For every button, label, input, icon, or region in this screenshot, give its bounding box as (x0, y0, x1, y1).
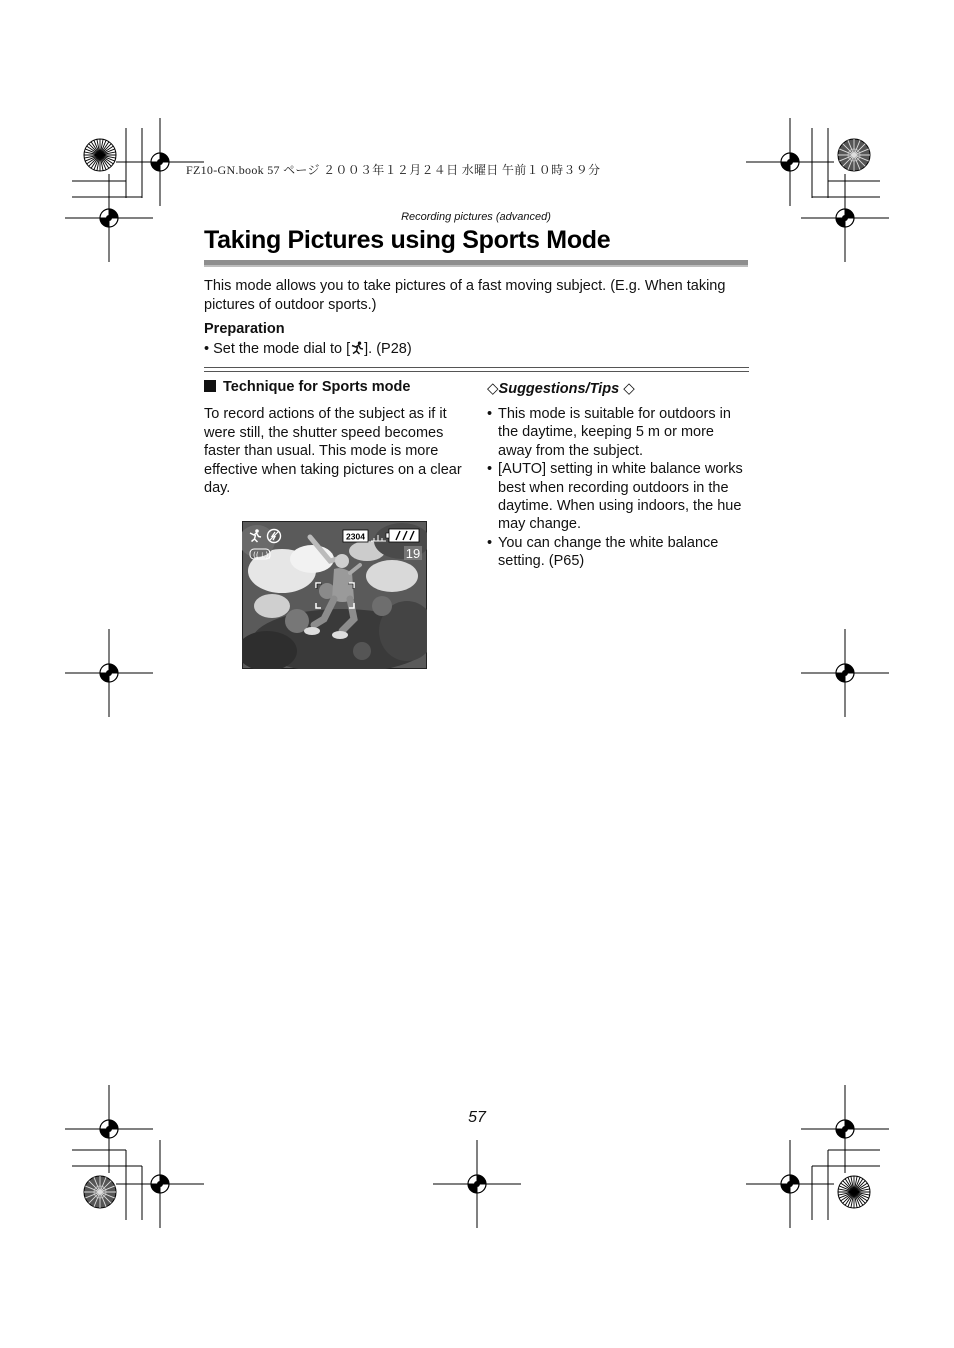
diamond-icon: ◇ (487, 380, 499, 397)
square-bullet-icon (204, 380, 216, 392)
list-item: • [AUTO] setting in white balance works best when recording outdoors in the daytime. When using indoors, the hue may change. (487, 460, 749, 534)
svg-text:((⊥)): ((⊥)) (253, 550, 272, 560)
list-item: • You can change the white balance setting. (P65) (487, 534, 749, 571)
tips-heading-text: Suggestions/Tips (498, 381, 620, 397)
technique-heading (204, 379, 410, 395)
page-number: 57 (468, 1109, 486, 1126)
intro-paragraph: This mode allows you to take pictures of a fast moving subject. (E.g. When taking pictures of outdoor sports.) (204, 278, 726, 313)
title-rule (204, 260, 748, 267)
tips-list (487, 405, 749, 571)
resolution-readout: 2304 (346, 531, 365, 542)
preparation-item-text-after: ]. (P28) (364, 341, 412, 357)
remaining-shots-readout: 19 (405, 546, 421, 561)
preparation-item (204, 340, 412, 360)
technique-heading-text: Technique for Sports mode (223, 379, 411, 395)
preparation-heading: Preparation (204, 321, 285, 337)
technique-body: To record actions of the subject as if it were still, the shutter speed becomes faster than usual. This mode is more effective when taking pictures on a clear day. (204, 406, 462, 497)
print-header: FZ10-GN.book 57 ページ ２００３年１２月２４日 水曜日 午前１０時３９分 (186, 163, 601, 177)
section-divider-inner (204, 371, 749, 372)
section-label: Recording pictures (advanced) (401, 211, 551, 223)
camera-screen-photo (242, 521, 427, 669)
sports-mode-icon (350, 341, 364, 360)
tips-heading (487, 379, 635, 397)
section-divider (204, 367, 749, 368)
list-item: • This mode is suitable for outdoors in the daytime, keeping 5 m or more away from the subject. (487, 405, 749, 460)
diamond-icon-right: ◇ (619, 380, 635, 397)
preparation-item-text-before: • Set the mode dial to [ (204, 341, 351, 357)
page-title: Taking Pictures using Sports Mode (204, 226, 611, 254)
